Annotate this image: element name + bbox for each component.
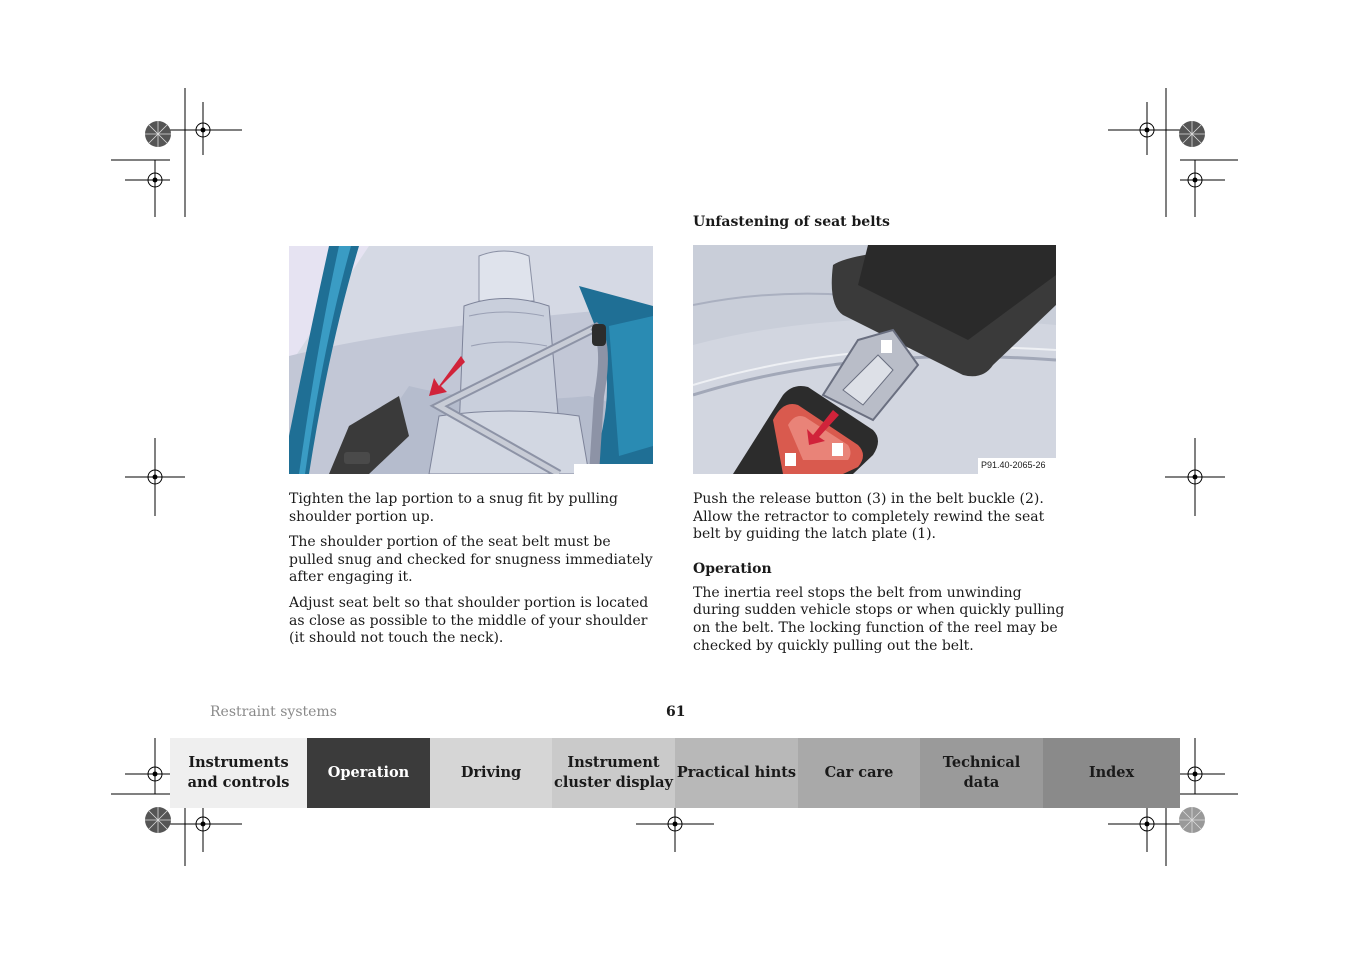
tab-label: Operation bbox=[327, 764, 410, 781]
tab-practical-hints[interactable] bbox=[675, 738, 798, 808]
subheading: Operation bbox=[693, 560, 772, 577]
tab-label: Instruments and controls bbox=[187, 754, 290, 791]
tab-driving[interactable] bbox=[430, 738, 552, 808]
tab-label: Technical data bbox=[942, 754, 1021, 791]
belt-buckle-illustration bbox=[693, 245, 1056, 474]
paragraph: The shoulder portion of the seat belt must be pulled snug and checked for snugness immediately after engaging it. bbox=[289, 534, 653, 586]
paragraph: The inertia reel stops the belt from unwinding during sudden vehicle stops or when quickly pulling on the belt. The locking function of the reel may be checked by quickly pulling out the belt. bbox=[693, 584, 1065, 654]
right-text-column bbox=[693, 491, 1065, 655]
paragraph: Adjust seat belt so that shoulder portion is located as close as possible to the middle of your shoulder (it should not touch the neck). bbox=[289, 594, 649, 647]
paragraph: Push the release button (3) in the belt buckle (2). Allow the retractor to completely rewind the seat belt by guiding the latch plate (1). bbox=[693, 491, 1045, 543]
seat-belt-illustration bbox=[289, 246, 653, 474]
tab-instruments-and-controls[interactable] bbox=[170, 738, 307, 808]
tab-label: Car care bbox=[824, 764, 894, 781]
section-heading: Unfastening of seat belts bbox=[693, 214, 890, 230]
tab-label: Practical hints bbox=[676, 764, 797, 781]
chapter-tab-bar bbox=[170, 738, 1180, 808]
section-name: Restraint systems bbox=[210, 704, 337, 720]
page-number: 61 bbox=[666, 704, 686, 720]
left-text-column bbox=[289, 491, 657, 648]
tab-label: Driving bbox=[460, 764, 522, 781]
tab-label: Instrument cluster display bbox=[554, 754, 673, 791]
paragraph: Tighten the lap portion to a snug fit by pulling shoulder portion up. bbox=[289, 491, 618, 525]
tab-instrument-cluster-display[interactable] bbox=[552, 738, 675, 808]
tab-index[interactable] bbox=[1043, 738, 1180, 808]
figure-code: P91.40-2065-26 bbox=[981, 460, 1046, 470]
tab-operation[interactable] bbox=[307, 738, 430, 808]
tab-technical-data[interactable] bbox=[920, 738, 1043, 808]
tab-car-care[interactable] bbox=[798, 738, 920, 808]
tab-label: Index bbox=[1088, 764, 1135, 781]
